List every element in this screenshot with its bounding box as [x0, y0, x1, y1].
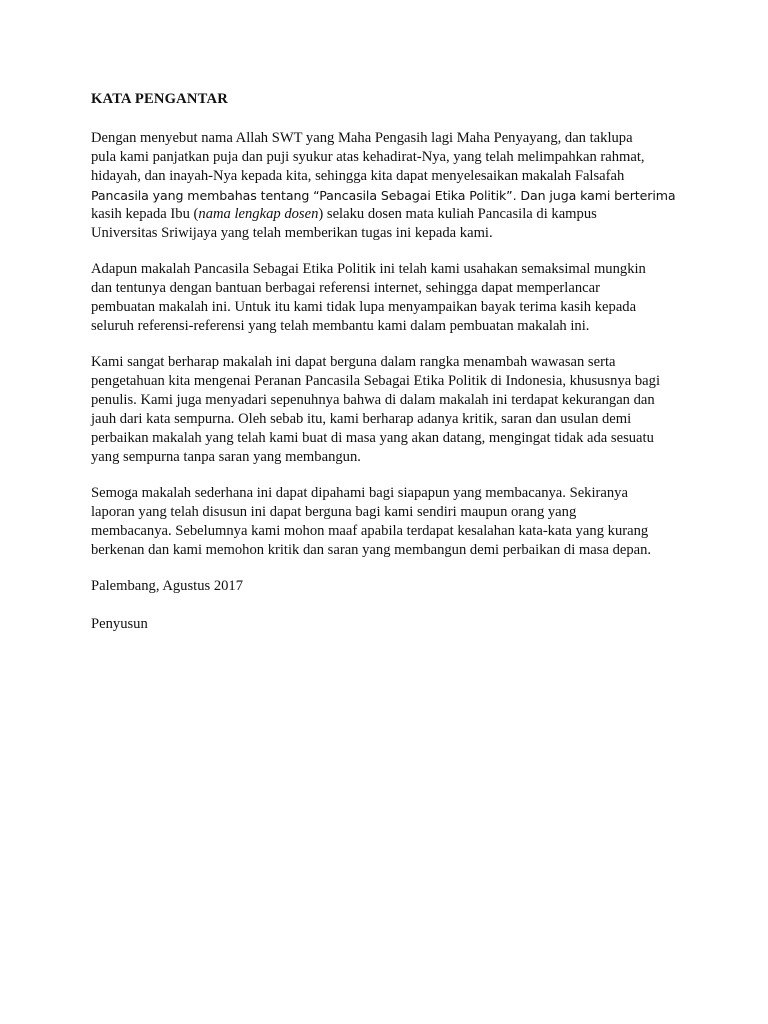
document-body — [91, 90, 681, 634]
paragraph-line: dan tentunya dengan bantuan berbagai referensi internet, sehingga dapat memperlancar — [91, 280, 600, 296]
place-and-date: Palembang, Agustus 2017 — [91, 578, 244, 594]
paragraph-line: Adapun makalah Pancasila Sebagai Etika Politik ini telah kami usahakan semaksimal mungkin — [91, 261, 646, 277]
signer-label: Penyusun — [91, 616, 148, 632]
paragraph-line: seluruh referensi-referensi yang telah membantu kami dalam pembuatan makalah ini. — [91, 318, 590, 334]
paragraph-line: Dengan menyebut nama Allah SWT yang Maha Pengasih lagi Maha Penyayang, dan taklupa — [91, 130, 633, 146]
paragraph-line: yang sempurna tanpa saran yang membangun. — [91, 449, 361, 465]
text-segment: kasih kepada Ibu ( — [91, 206, 199, 222]
paragraph-hope — [91, 353, 681, 467]
text-segment: ) selaku dosen mata kuliah Pancasila di kampus — [318, 206, 597, 222]
paragraph-line: pembuatan makalah ini. Untuk itu kami tidak lupa menyampaikan bayak terima kasih kepada — [91, 299, 637, 315]
paragraph-intro — [91, 129, 681, 243]
italic-placeholder-text: nama lengkap dosen — [198, 206, 319, 222]
paragraph-line: Universitas Sriwijaya yang telah memberikan tugas ini kepada kami. — [91, 225, 493, 241]
page-title: KATA PENGANTAR — [91, 91, 228, 107]
paragraph-line: Semoga makalah sederhana ini dapat dipahami bagi siapapun yang membacanya. Sekiranya — [91, 485, 628, 501]
paragraph-line — [91, 205, 681, 224]
paragraph-line: hidayah, dan inayah-Nya kepada kita, sehingga kita dapat menyelesaikan makalah Falsafah — [91, 168, 625, 184]
paragraph-line: pula kami panjatkan puja dan puji syukur atas kehadirat-Nya, yang telah melimpahkan rahmat, — [91, 149, 645, 165]
paragraph-line: laporan yang telah disusun ini dapat berguna bagi kami sendiri maupun orang yang — [91, 504, 577, 520]
paragraph-references — [91, 260, 681, 336]
paragraph-line: berkenan dan kami memohon kritik dan saran yang membangun demi perbaikan di masa depan. — [91, 542, 652, 558]
paragraph-line: pengetahuan kita mengenai Peranan Pancasila Sebagai Etika Politik di Indonesia, khususnya bagi — [91, 373, 661, 389]
paragraph-line: Pancasila yang membahas tentang “Pancasila Sebagai Etika Politik”. Dan juga kami berterima — [91, 188, 676, 203]
paragraph-line: perbaikan makalah yang telah kami buat di masa yang akan datang, mengingat tidak ada sesuatu — [91, 430, 654, 446]
paragraph-line: Kami sangat berharap makalah ini dapat berguna dalam rangka menambah wawasan serta — [91, 354, 616, 370]
paragraph-line: membacanya. Sebelumnya kami mohon maaf apabila terdapat kesalahan kata-kata yang kurang — [91, 523, 649, 539]
paragraph-closing — [91, 484, 681, 560]
paragraph-line: penulis. Kami juga menyadari sepenuhnya bahwa di dalam makalah ini terdapat kekurangan dan — [91, 392, 655, 408]
paragraph-line: jauh dari kata sempurna. Oleh sebab itu, kami berharap adanya kritik, saran dan usulan demi — [91, 411, 632, 427]
